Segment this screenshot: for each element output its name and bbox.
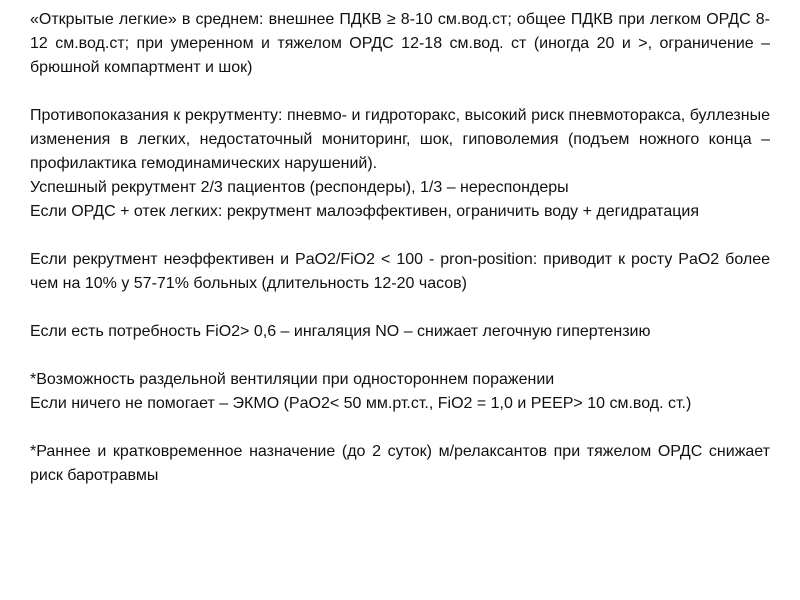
paragraph-recruitment-success: Успешный рекрутмент 2/3 пациентов (респондеры), 1/3 – нереспондеры (30, 179, 569, 196)
document-body (30, 8, 770, 488)
paragraph-prone-position: Если рекрутмент неэффективен и PaO2/FiO2 < 100 - pron-position: приводит к росту PaO2 более чем на 10% у 57-71% больных (длительность 12-20 часов) (30, 251, 770, 292)
paragraph-open-lung-peep: «Открытые легкие» в среднем: внешнее ПДКВ ≥ 8-10 см.вод.ст; общее ПДКВ при легком ОРДС 8-12 см.вод.ст; при умеренном и тяжелом ОРДС 12-18 см.вод. ст (иногда 20 и >, ограничение – брюшной компартмент и шок) (30, 11, 770, 76)
paragraph-recruitment-contraindications: Противопоказания к рекрутменту: пневмо- и гидроторакс, высокий риск пневмоторакса, буллезные изменения в легких, недостаточный мониторинг, шок, гиповолемия (подъем ножного конца – профилактика гемодинамических нарушений). (30, 107, 770, 172)
paragraph-ards-edema: Если ОРДС + отек легких: рекрутмент малоэффективен, ограничить воду + дегидратация (30, 203, 699, 220)
paragraph-muscle-relaxants: *Раннее и кратковременное назначение (до 2 суток) м/релаксантов при тяжелом ОРДС снижает риск баротравмы (30, 443, 770, 484)
paragraph-inhaled-no: Если есть потребность FiO2> 0,6 – ингаляция NO – снижает легочную гипертензию (30, 323, 651, 340)
paragraph-separate-ventilation: *Возможность раздельной вентиляции при одностороннем поражении (30, 371, 555, 388)
paragraph-ecmo: Если ничего не помогает – ЭКМО (PaO2< 50 мм.рт.ст., FiO2 = 1,0 и PEEP> 10 см.вод. ст.) (30, 395, 692, 412)
